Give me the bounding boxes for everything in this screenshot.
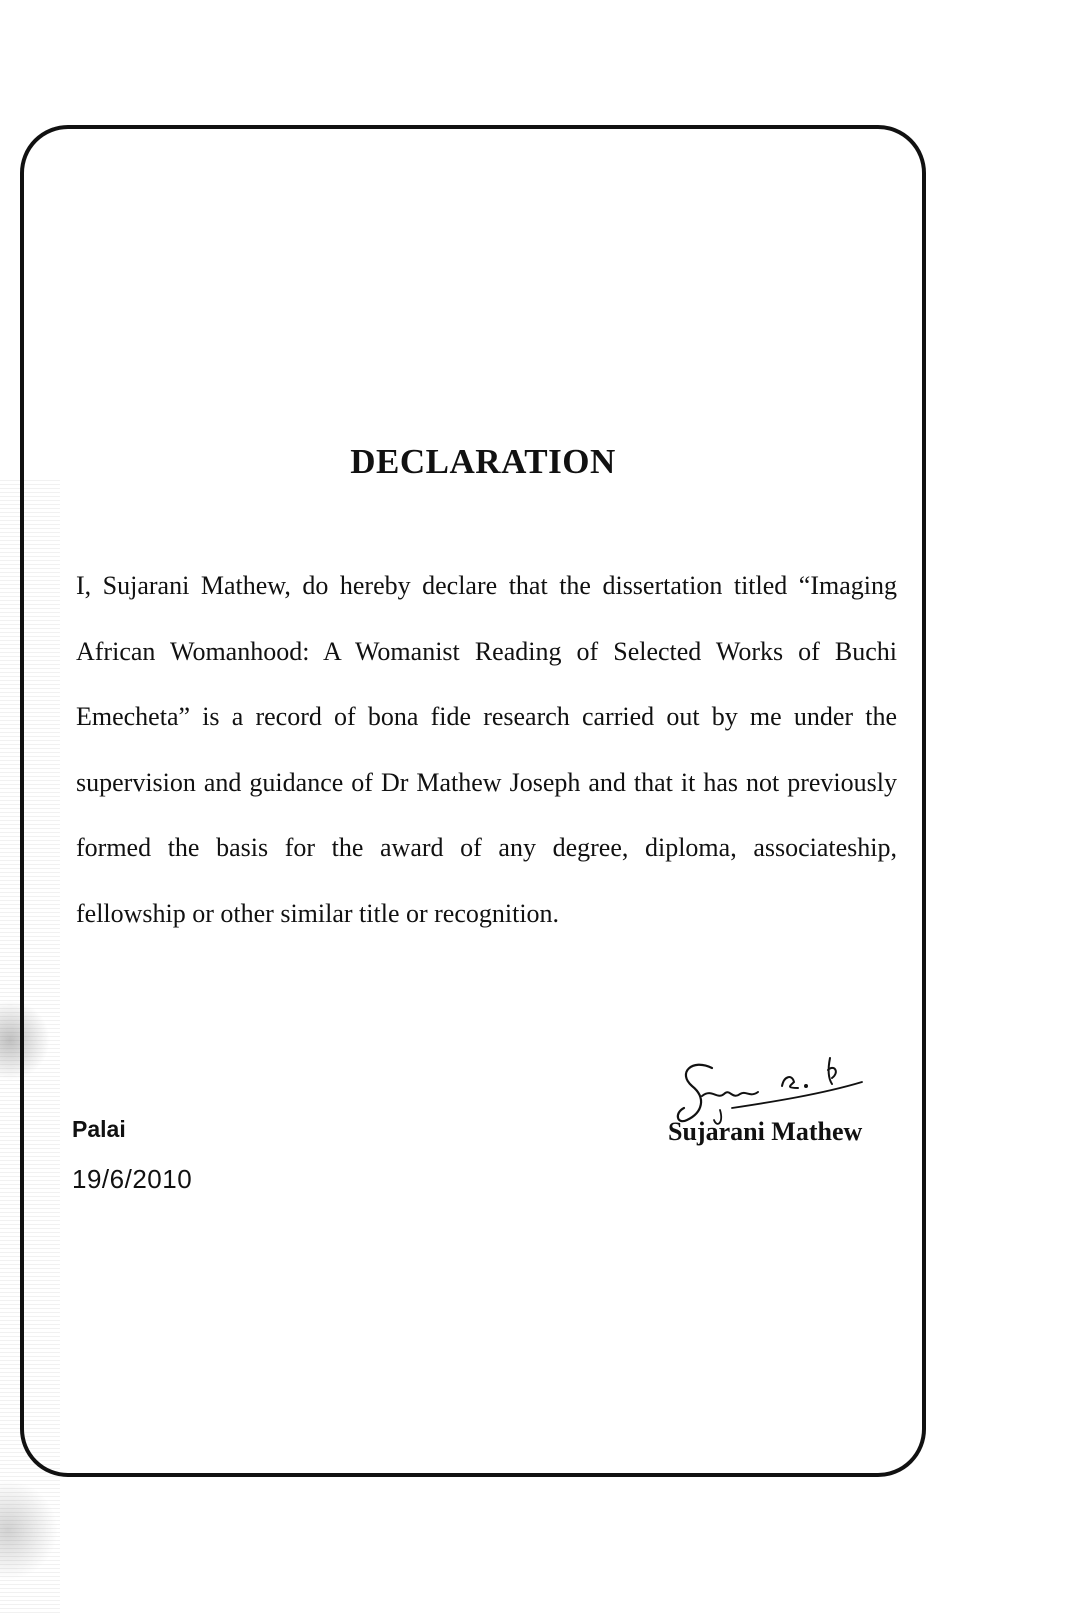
signer-name: Sujarani Mathew <box>668 1117 863 1146</box>
declaration-title: DECLARATION <box>350 442 616 481</box>
declaration-body: I, Sujarani Mathew, do hereby declare that the dissertation titled “Imaging African Womanhood: A Womanist Reading of Selected Works of Buchi Emecheta” is a record of bona fide research carried out by me under the supervision and guidance of Dr Mathew Joseph and that it has not previously formed the basis for the award of any degree, diploma, associateship, fellowship or other similar title or recognition. <box>76 571 897 928</box>
place-label: Palai <box>72 1116 126 1142</box>
date-label: 19/6/2010 <box>72 1164 193 1194</box>
